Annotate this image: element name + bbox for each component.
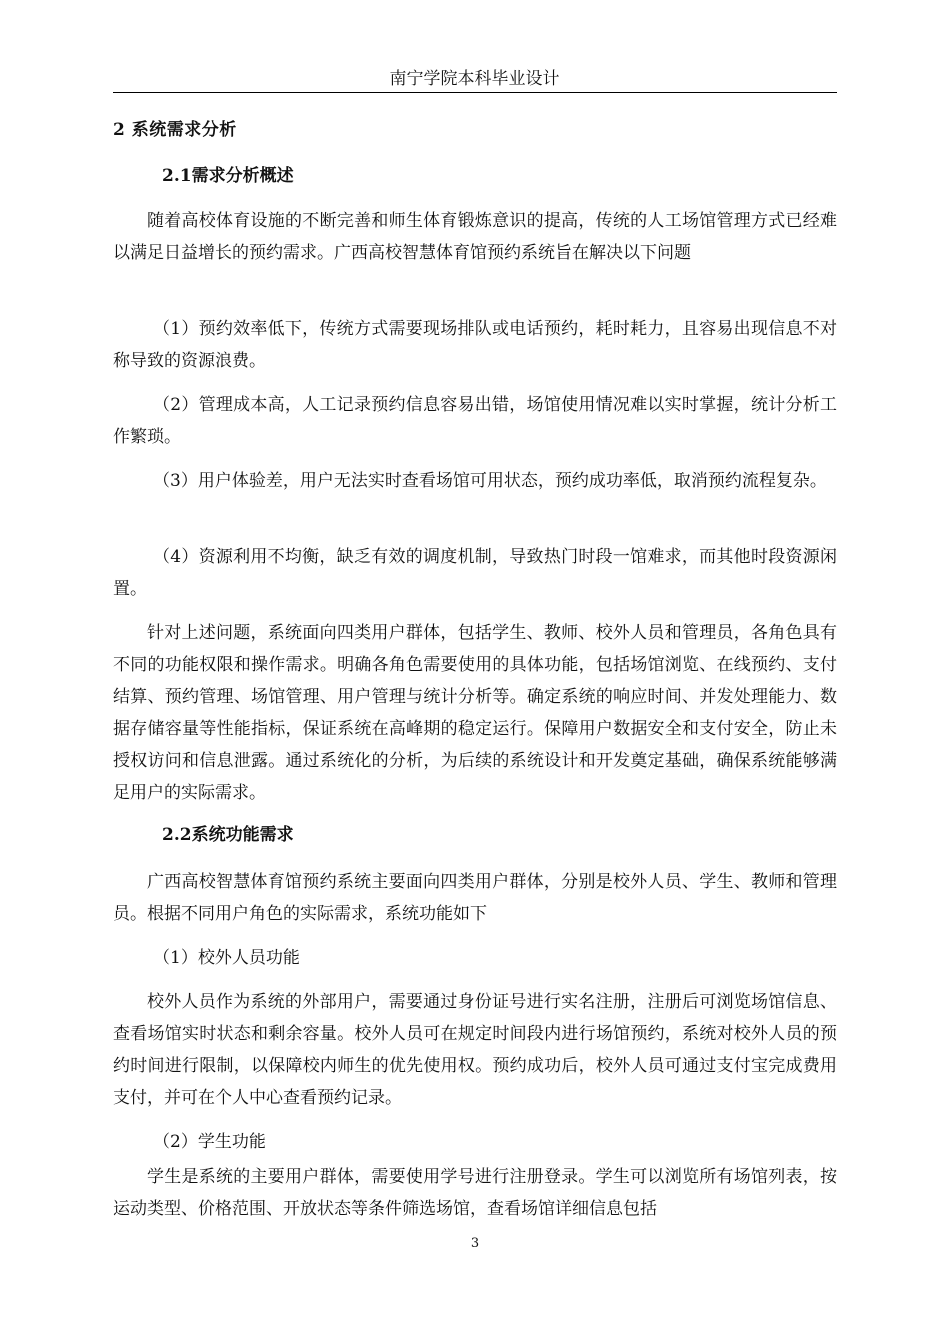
page-number: 3 bbox=[470, 1236, 480, 1251]
page-header: 南宁学院本科毕业设计 bbox=[389, 69, 560, 89]
subsection-heading-2-2: 2.2系统功能需求 bbox=[162, 825, 294, 845]
subsection-heading-2-1: 2.1需求分析概述 bbox=[162, 166, 294, 186]
problem-item-1: （1）预约效率低下，传统方式需要现场排队或电话预约，耗时耗力，且容易出现信息不对称导致的资源浪费。 bbox=[113, 319, 837, 371]
external-user-paragraph: 校外人员作为系统的外部用户，需要通过身份证号进行实名注册，注册后可浏览场馆信息、查看场馆实时状态和剩余容量。校外人员可在规定时间段内进行场馆预约，系统对校外人员的预约时间进行限制，以保障校内师生的优先使用权。预约成功后，校外人员可通过支付宝完成费用支付，并可在个人中心查看预约记录。 bbox=[113, 992, 837, 1108]
problem-item-2: （2）管理成本高，人工记录预约信息容易出错，场馆使用情况难以实时掌握，统计分析工作繁琐。 bbox=[113, 395, 837, 447]
analysis-summary-paragraph: 针对上述问题，系统面向四类用户群体，包括学生、教师、校外人员和管理员，各角色具有不同的功能权限和操作需求。明确各角色需要使用的具体功能，包括场馆浏览、在线预约、支付结算、预约管理、场馆管理、用户管理与统计分析等。确定系统的响应时间、并发处理能力、数据存储容量等性能指标，保证系统在高峰期的稳定运行。保障用户数据安全和支付安全，防止未授权访问和信息泄露。通过系统化的分析，为后续的系统设计和开发奠定基础，确保系统能够满足用户的实际需求。 bbox=[113, 623, 837, 803]
problem-item-4: （4）资源利用不均衡，缺乏有效的调度机制，导致热门时段一馆难求，而其他时段资源闲置。 bbox=[113, 547, 837, 599]
function-intro-paragraph: 广西高校智慧体育馆预约系统主要面向四类用户群体，分别是校外人员、学生、教师和管理员。根据不同用户角色的实际需求，系统功能如下 bbox=[113, 872, 837, 924]
external-user-heading: （1）校外人员功能 bbox=[153, 948, 300, 968]
student-heading: （2）学生功能 bbox=[153, 1132, 266, 1152]
overview-paragraph: 随着高校体育设施的不断完善和师生体育锻炼意识的提高，传统的人工场馆管理方式已经难以满足日益增长的预约需求。广西高校智慧体育馆预约系统旨在解决以下问题 bbox=[113, 211, 837, 263]
header-rule bbox=[113, 92, 837, 93]
section-heading: 2 系统需求分析 bbox=[113, 120, 237, 140]
problem-item-3: （3）用户体验差，用户无法实时查看场馆可用状态，预约成功率低，取消预约流程复杂。 bbox=[153, 471, 827, 491]
student-paragraph: 学生是系统的主要用户群体，需要使用学号进行注册登录。学生可以浏览所有场馆列表，按运动类型、价格范围、开放状态等条件筛选场馆，查看场馆详细信息包括 bbox=[113, 1167, 837, 1219]
